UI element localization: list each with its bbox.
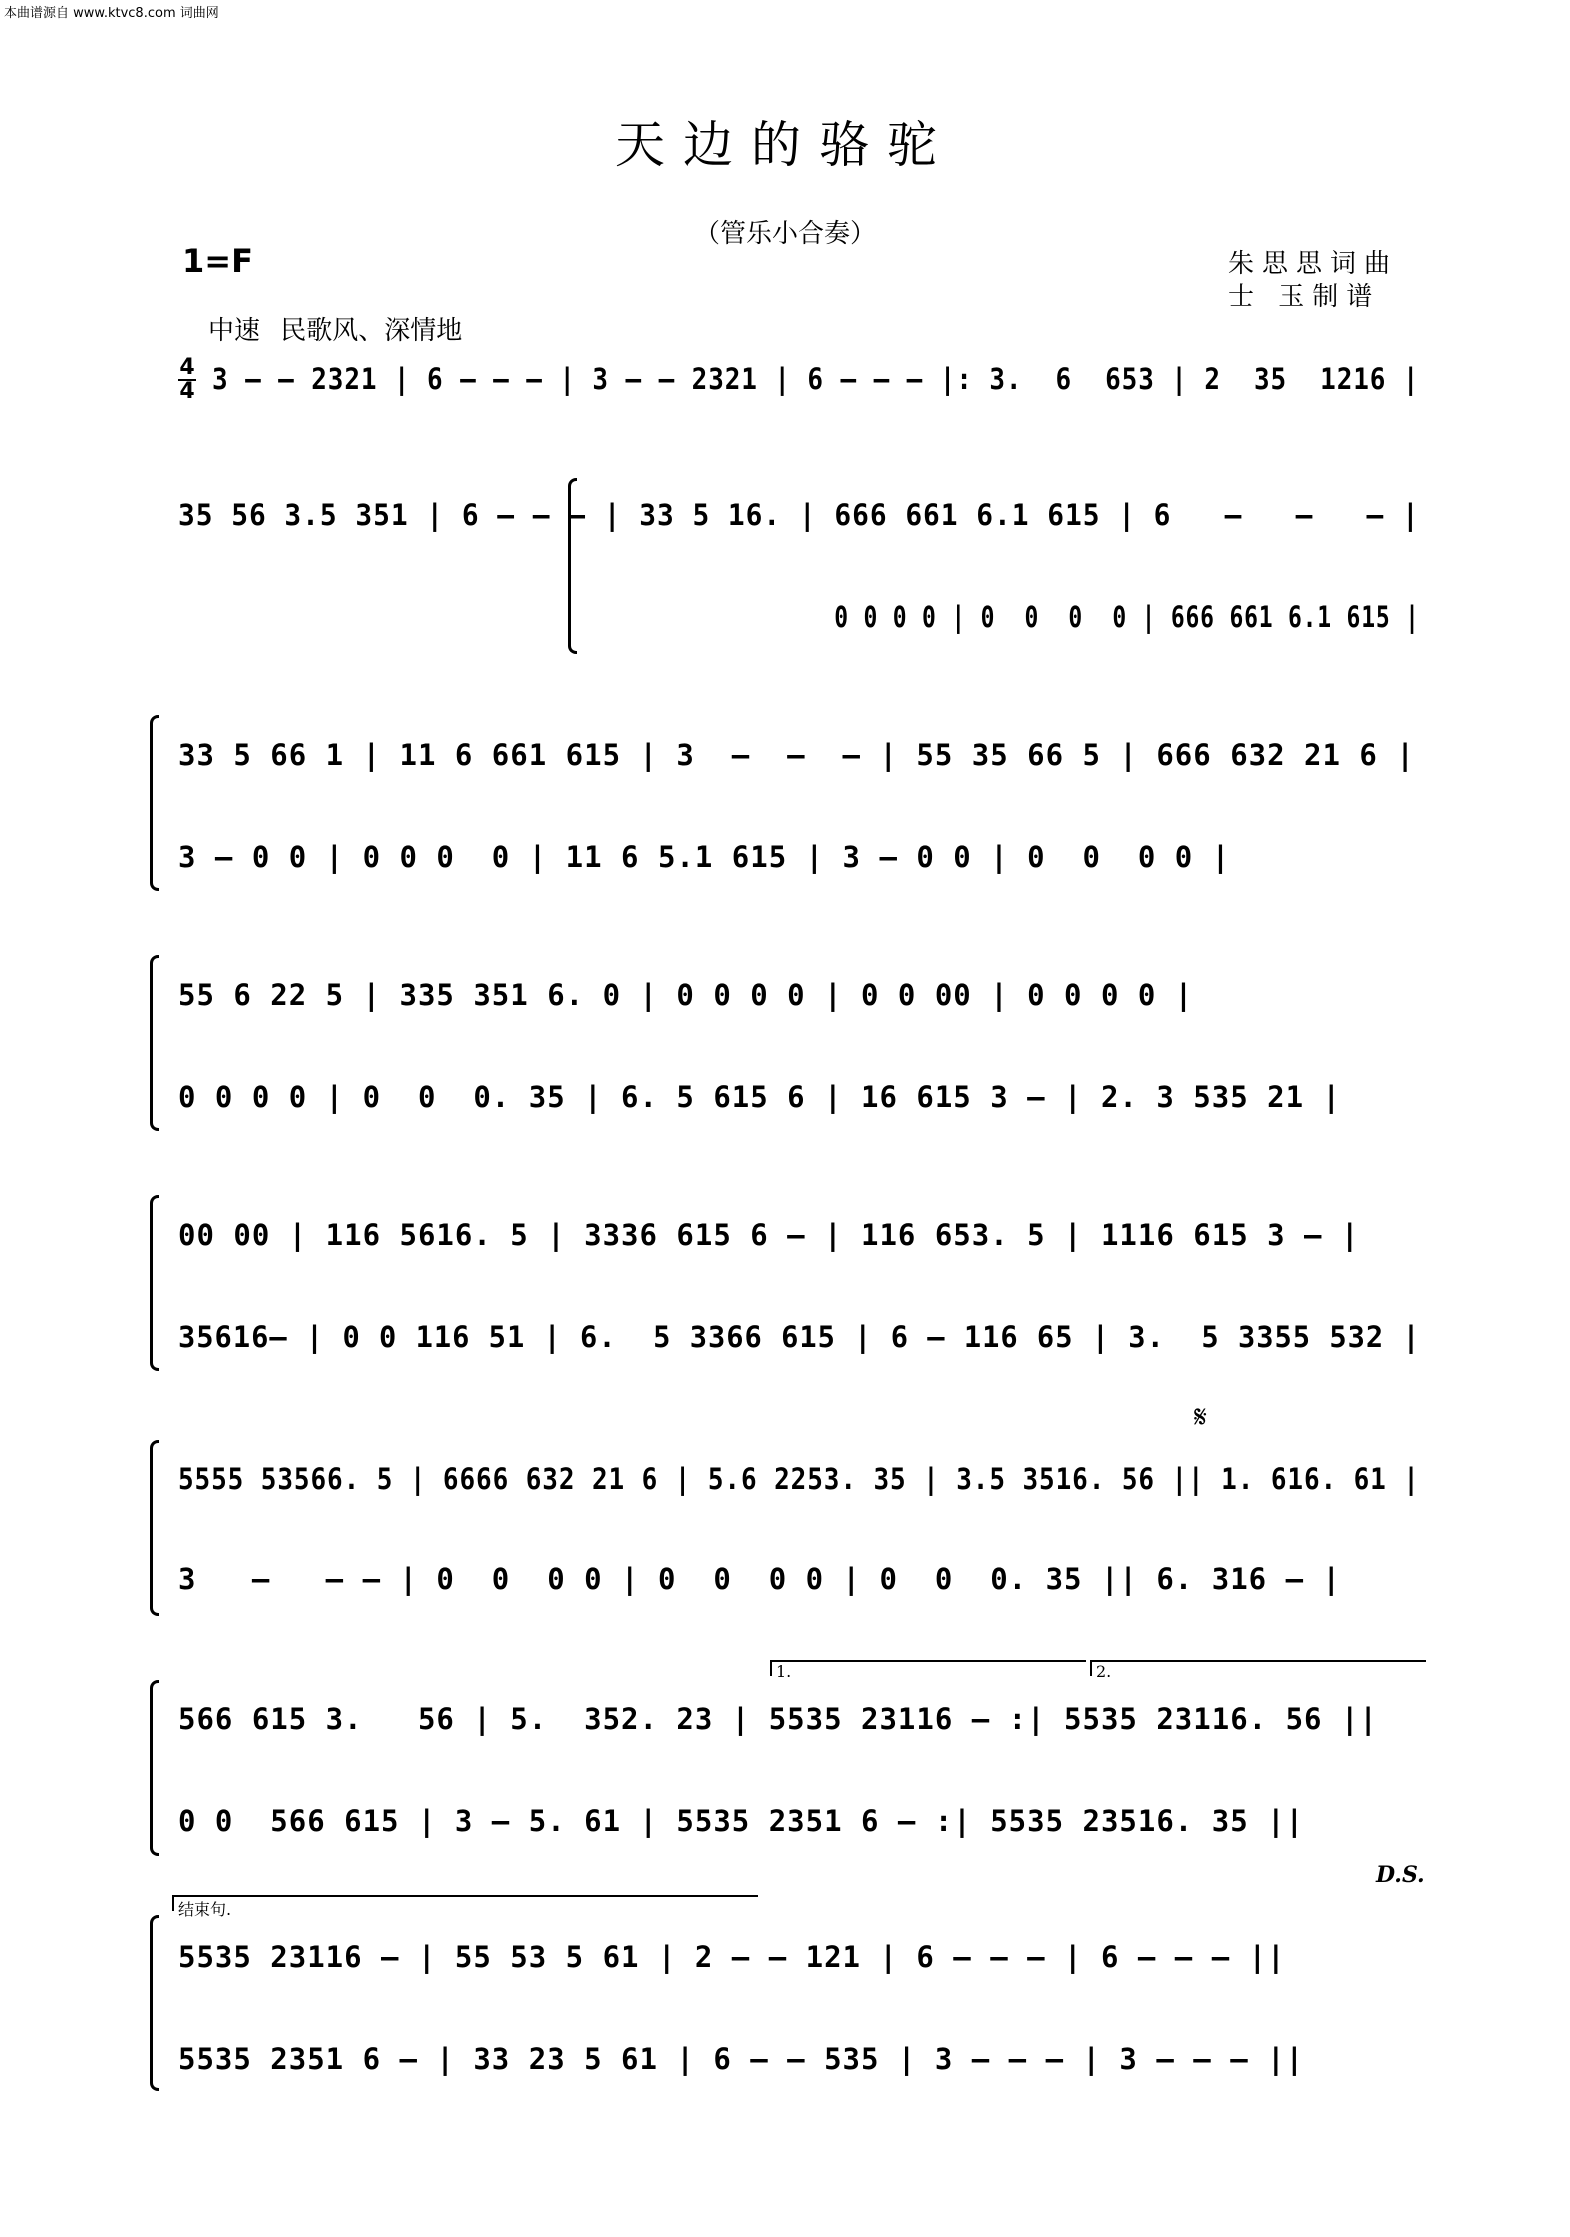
dal-segno-mark: D.S. [1376,1862,1425,1888]
time-sig-bottom: 4 [179,379,195,404]
system-brace [150,1915,159,2091]
time-sig-top: 4 [179,355,195,380]
system-8-line-2: 5535 2351 6 – | 33 23 5 61 | 6 – – 535 | 3 – – – | 3 – – – || [178,2042,1305,2076]
watermark-text: 本曲谱源自 www.ktvc8.com 词曲网 [4,6,219,21]
system-8-line-1: 5535 23116 – | 55 53 5 61 | 2 – – 121 | 6 – – – | 6 – – – || [178,1940,1286,1974]
segno-sign: 𝄋 [1194,1400,1207,1435]
composer-credit [1228,248,1398,314]
system-2-line-1: 35 56 3.5 351 | 6 – – – | 33 5 16. | 666 661 6.1 615 | 6 – – – | [178,498,1420,532]
system-4-line-2: 0 0 0 0 | 0 0 0. 35 | 6. 5 615 6 | 16 615 3 – | 2. 3 535 21 | [178,1080,1341,1114]
system-1-line-1: 3 – – 2321 | 6 – – – | 3 – – 2321 | 6 – – – |: 3. 6 653 | 2 35 1216 | [212,362,1420,396]
system-brace [150,1680,159,1856]
system-3-line-1: 33 5 66 1 | 11 6 661 615 | 3 – – – | 55 35 66 5 | 666 632 21 6 | [178,738,1415,772]
system-brace [150,955,159,1131]
system-4-line-1: 55 6 22 5 | 335 351 6. 0 | 0 0 0 0 | 0 0 00 | 0 0 0 0 | [178,978,1194,1012]
system-brace [150,1440,159,1616]
system-6-line-2: 3 – – – | 0 0 0 0 | 0 0 0 0 | 0 0 0. 35 || 6. 316 – | [178,1562,1341,1596]
system-6-line-1: 5555 53566. 5 | 6666 632 21 6 | 5.6 2253. 35 | 3.5 3516. 56 || 1. 616. 61 | [178,1462,1420,1496]
system-7-line-1: 566 615 3. 56 | 5. 352. 23 | 5535 23116 – :| 5535 23116. 56 || [178,1702,1378,1736]
system-7-line-2: 0 0 566 615 | 3 – 5. 61 | 5535 2351 6 – :| 5535 23516. 35 || [178,1804,1305,1838]
system-5-line-2: 35616– | 0 0 116 51 | 6. 5 3366 615 | 6 – 116 65 | 3. 5 3355 532 | [178,1320,1421,1354]
coda-bracket: 结束句. [172,1895,758,1911]
key-signature: 1=F [182,242,253,280]
composer-line: 朱思思词曲 [1228,249,1399,279]
arranger-line: 士 玉制谱 [1228,282,1381,312]
tempo-marking: 中速 民歌风、深情地 [208,316,463,346]
system-brace [150,1195,159,1371]
first-ending: 1. [770,1660,1086,1676]
page-title: 天边的骆驼 [615,116,955,174]
subtitle: （管乐小合奏） [693,219,876,249]
time-signature [178,355,196,404]
system-3-line-2: 3 – 0 0 | 0 0 0 0 | 11 6 5.1 615 | 3 – 0 0 | 0 0 0 0 | [178,840,1231,874]
second-ending: 2. [1090,1660,1426,1676]
system-5-line-1: 00 00 | 116 5616. 5 | 3336 615 6 – | 116 653. 5 | 1116 615 3 – | [178,1218,1360,1252]
system-brace [150,715,159,891]
system-2-line-2: 0 0 0 0 | 0 0 0 0 | 666 661 6.1 615 | [600,600,1420,634]
